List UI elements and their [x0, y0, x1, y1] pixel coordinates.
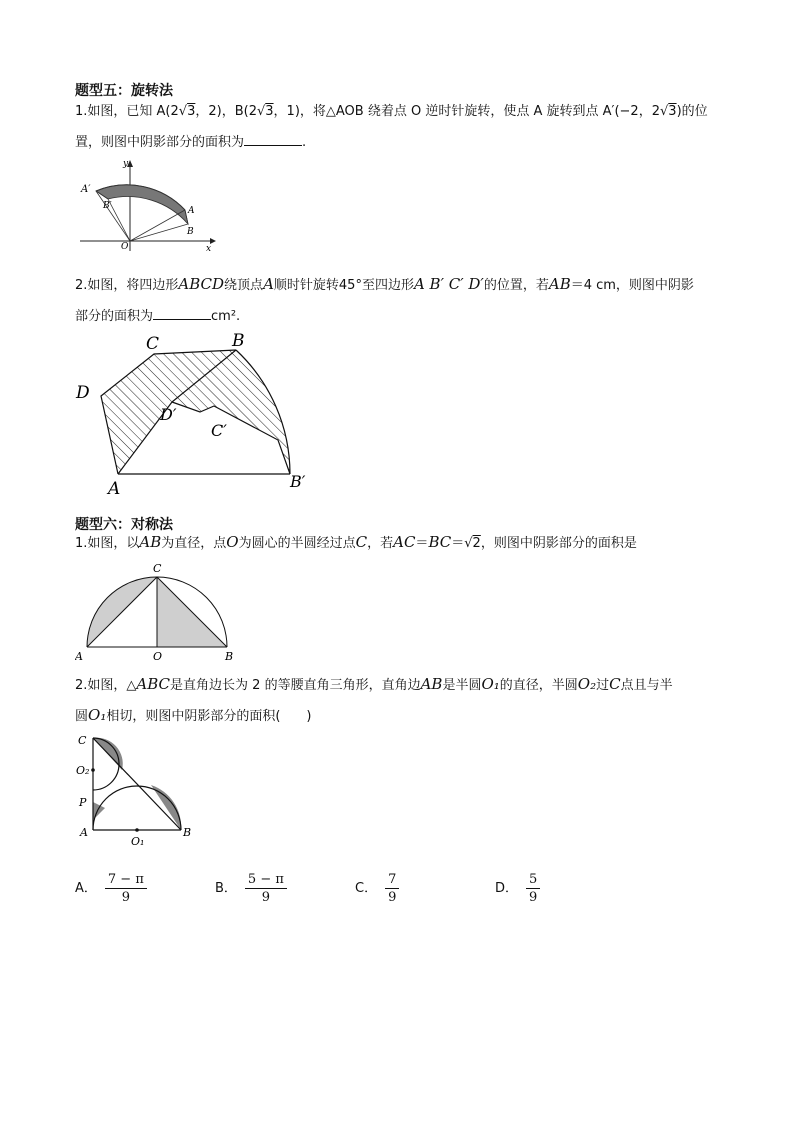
label-o: O: [121, 242, 129, 252]
label-c: C: [153, 562, 162, 575]
label-o1: O₁: [131, 835, 145, 848]
q5-2-line1: 2.如图，将四边形ABCD绕顶点A顺时针旋转45°至四边形A B′ C′ D′的位置，若AB＝4 cm，则图中阴影: [75, 275, 694, 293]
q6-1-line: 1.如图，以AB为直径，点O为圆心的半圆经过点C，若AC＝BC＝√2，则图中阴影部分的面积是: [75, 533, 637, 551]
sqrt: √3: [178, 104, 196, 119]
label-d1: D′: [160, 405, 177, 424]
point-o1: [135, 828, 139, 832]
q5-2-line2: 部分的面积为 cm².: [75, 309, 241, 324]
label-o2: O₂: [76, 764, 90, 777]
label-a: A: [188, 206, 195, 216]
option-b[interactable]: B． $\frac{5 - \pi}{9}$: [215, 872, 287, 905]
option-d[interactable]: D． $\frac{5}{9}$: [495, 872, 540, 905]
sqrt: √2: [464, 536, 481, 551]
option-c[interactable]: C． $\frac{7}{9}$: [355, 872, 399, 905]
q6-2-line1: 2.如图，△ABC是直角边长为 2 的等腰直角三角形，直角边AB是半圆O₁的直径，半圆O₂过C点且与半: [75, 675, 673, 693]
sqrt: √3: [256, 104, 274, 119]
point-o2: [91, 768, 95, 772]
option-a[interactable]: A． $\frac{7 - \pi}{9}$: [75, 872, 147, 905]
segment-oa: [130, 210, 185, 241]
label-c: C: [146, 334, 160, 354]
label-a1: A′: [81, 184, 91, 195]
segment-ob: [130, 224, 188, 241]
figure-two-semicircles: [75, 730, 205, 855]
shaded-right: [151, 785, 181, 830]
label-b1: B′: [290, 472, 306, 491]
sqrt: √3: [659, 104, 677, 119]
answer-blank[interactable]: [153, 307, 211, 320]
label-o: O: [153, 650, 163, 663]
label-b: B: [187, 227, 194, 237]
figure-rotation-aob: [75, 155, 225, 255]
label-b: B: [232, 331, 245, 351]
fraction: $\frac{5}{9}$: [526, 872, 540, 905]
label-b1: B′: [103, 201, 112, 211]
answer-blank[interactable]: [244, 133, 302, 146]
figure-semicircle-symmetry: [75, 560, 245, 665]
segment-oa1: [96, 191, 130, 241]
label-x: x: [206, 244, 212, 254]
text: 1.如图，已知 A(2: [75, 104, 179, 119]
q6-2-line2: 圆O₁相切，则图中阴影部分的面积( ): [75, 706, 312, 724]
label-p: P: [79, 796, 87, 809]
label-c1: C′: [211, 421, 227, 440]
label-a: A: [108, 479, 121, 499]
segment-cb: [93, 738, 181, 830]
label-a: A: [80, 826, 88, 839]
section6-heading: 题型六：对称法: [75, 517, 173, 533]
label-c: C: [78, 734, 87, 747]
q5-1-line2: 置，则图中阴影部分的面积为 .: [75, 135, 307, 150]
label-b: B: [225, 650, 234, 663]
fraction: $\frac{7 - \pi}{9}$: [105, 872, 147, 905]
hatched-region: [101, 350, 290, 474]
figure-rotation-quadrilateral: [70, 330, 330, 500]
section5-heading: 题型五：旋转法: [75, 83, 173, 99]
label-y: y: [123, 159, 129, 169]
label-d: D: [76, 383, 90, 403]
fraction: $\frac{5 - \pi}{9}$: [245, 872, 287, 905]
label-a: A: [75, 650, 83, 663]
q5-1-line1: 1.如图，已知 A(2√3，2)，B(2√3，1)，将△AOB 绕着点 O 逆时针旋转，使点 A 旋转到点 A′(−2，2√3)的位: [75, 104, 708, 119]
label-b: B: [183, 826, 192, 839]
fraction: $\frac{7}{9}$: [385, 872, 399, 905]
